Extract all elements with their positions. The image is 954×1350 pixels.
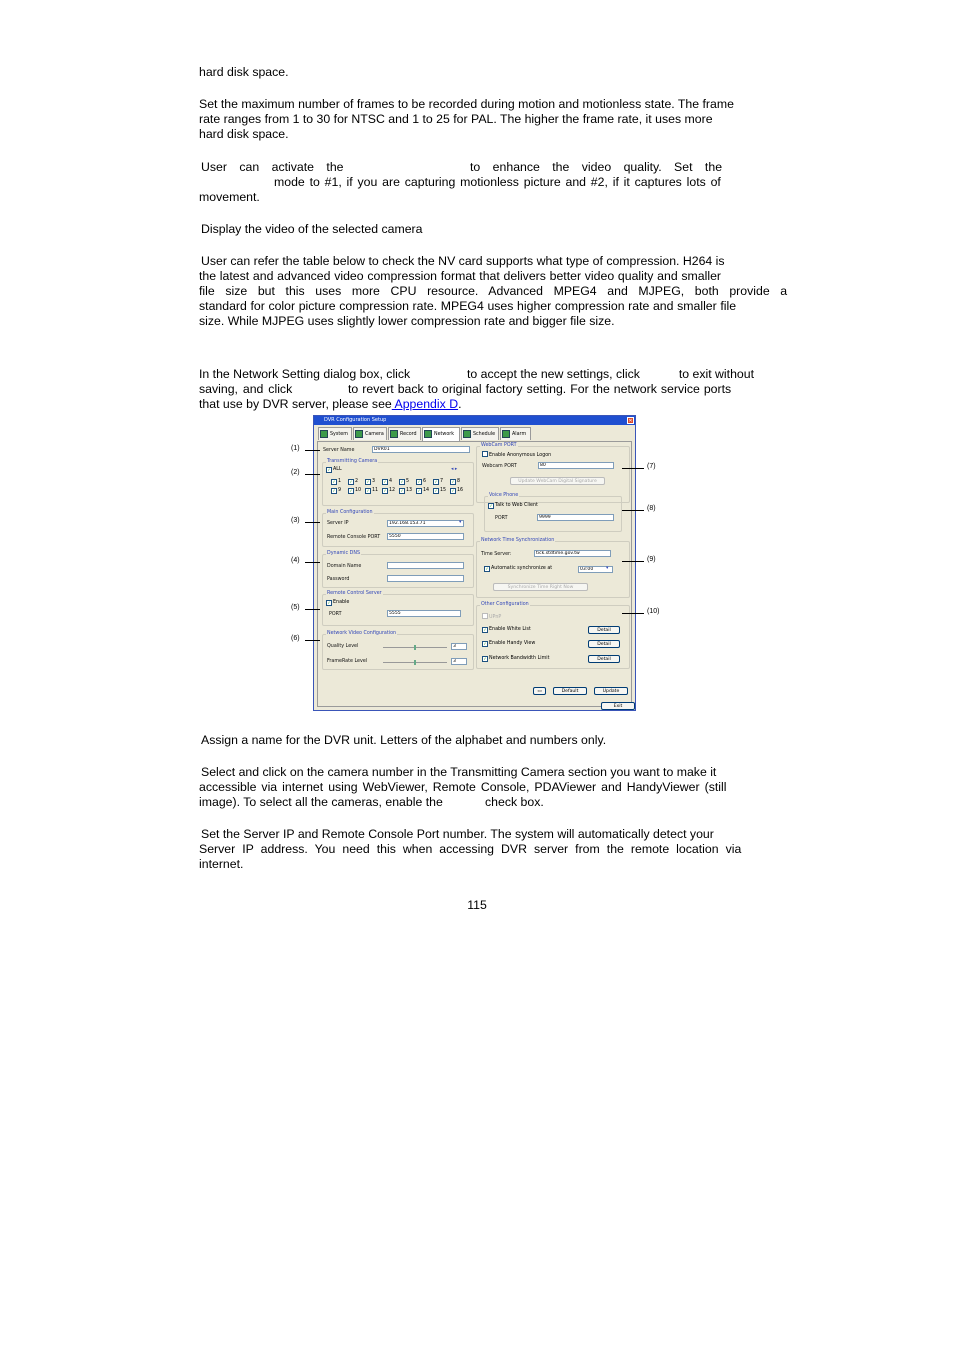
domain-name-input[interactable] xyxy=(387,562,464,569)
annotation-line xyxy=(305,640,320,641)
enable-remote-checkbox[interactable] xyxy=(326,600,349,606)
checkbox-label: 7 xyxy=(440,479,444,484)
text-line: User can refer the table below to check the NV card supports what type of compression. H264 is xyxy=(201,254,725,268)
camera-checkbox-13[interactable] xyxy=(399,488,412,494)
check-icon: ✓ xyxy=(417,479,421,484)
checkbox-label: 8 xyxy=(457,479,461,484)
camera-checkbox-11[interactable] xyxy=(365,488,378,494)
tab-alarm[interactable] xyxy=(500,427,531,440)
group-title: Voice Phone xyxy=(489,493,519,498)
schedule-icon xyxy=(463,430,471,438)
talk-to-web-checkbox[interactable] xyxy=(488,503,538,509)
text-line xyxy=(199,382,754,397)
annotation-label: (8) xyxy=(647,505,656,512)
appendix-d-link[interactable]: Appendix D xyxy=(391,397,459,411)
checkbox-label: 10 xyxy=(355,488,362,493)
checkbox-label: Enable Handy View xyxy=(489,641,536,646)
check-icon: ✓ xyxy=(485,566,489,571)
framerate-level-label: FrameRate Level xyxy=(327,659,368,664)
check-icon: ✓ xyxy=(349,479,353,484)
main-config-group xyxy=(322,510,474,547)
text-segment: that use by DVR server, please see xyxy=(199,397,392,411)
camera-checkbox-5[interactable] xyxy=(399,479,409,485)
text-line: Server IP address. You need this when accessing DVR server from the remote location via xyxy=(199,842,742,856)
text-line: standard for color picture compression rate. MPEG4 uses higher compression rate and smaller file xyxy=(199,299,737,313)
paragraph-server-ip xyxy=(199,827,754,872)
quality-value: 3 xyxy=(451,643,467,650)
checkbox-box xyxy=(482,451,488,457)
tab-bar xyxy=(317,427,632,441)
text-line: the latest and advanced video compression format that delivers better video quality and smaller xyxy=(199,269,722,283)
page-number: 115 xyxy=(467,898,487,912)
annotation-line xyxy=(622,510,644,511)
check-icon: ✓ xyxy=(483,656,487,661)
camera-row xyxy=(331,488,469,495)
bandwidth-detail-button[interactable]: Detail xyxy=(588,655,620,663)
exit-button[interactable]: Exit xyxy=(601,702,635,710)
network-panel xyxy=(317,441,632,707)
text-segment: to accept the new settings, click xyxy=(467,367,640,381)
annotation-label: (10) xyxy=(647,608,660,615)
camera-checkbox-2[interactable] xyxy=(348,479,358,485)
group-title: Transmitting Camera xyxy=(327,459,378,464)
server-name-input[interactable]: DVR01 xyxy=(372,446,470,453)
camera-row xyxy=(331,479,469,486)
paragraph-compression xyxy=(199,254,788,329)
port-input[interactable]: 5555 xyxy=(387,610,461,617)
other-config-group xyxy=(476,602,630,669)
domain-name-label: Domain Name xyxy=(327,564,362,569)
voice-port-label: PORT xyxy=(495,516,508,521)
annotation-line xyxy=(622,613,644,614)
remote-control-group xyxy=(322,591,474,626)
text-line xyxy=(199,397,754,412)
annotation-label: (6) xyxy=(291,635,300,642)
text-line: hard disk space. xyxy=(199,127,289,141)
checkbox-label: 14 xyxy=(423,488,430,493)
tab-label: System xyxy=(330,432,348,437)
text-line: Set the Server IP and Remote Console Port number. The system will automatically detect your xyxy=(201,827,714,841)
check-icon: ✓ xyxy=(327,467,331,472)
camera-checkbox-16[interactable] xyxy=(450,488,463,494)
auto-sync-checkbox[interactable] xyxy=(484,566,552,572)
camera-checkbox-7[interactable] xyxy=(433,479,443,485)
annotation-label: (3) xyxy=(291,517,300,524)
check-icon: ✓ xyxy=(451,479,455,484)
text-line: size. While MJPEG uses slightly lower compression rate and bigger file size. xyxy=(199,314,615,328)
tab-label: Alarm xyxy=(512,432,527,437)
check-icon: ✓ xyxy=(332,479,336,484)
text-segment: to revert back to original factory setting. For the network service ports xyxy=(348,382,732,396)
webcam-port-input[interactable]: 80 xyxy=(538,462,614,469)
group-title: Other Configuration xyxy=(481,602,529,607)
camera-icon xyxy=(355,430,363,438)
chevron-down-icon[interactable]: ▾ xyxy=(459,520,462,525)
tab-camera[interactable] xyxy=(353,427,387,440)
annotation-line xyxy=(305,562,320,563)
checkbox-label: 2 xyxy=(355,479,359,484)
annotation-label: (1) xyxy=(291,445,300,452)
checkbox-label: ALL xyxy=(333,467,342,472)
annotation-line xyxy=(305,522,320,523)
annotation-label: (5) xyxy=(291,604,300,611)
text-display-video: Display the video of the selected camera xyxy=(201,222,423,236)
time-server-label: Time Server: xyxy=(481,552,512,557)
annotation-label: (2) xyxy=(291,469,300,476)
update-signature-button[interactable]: Update WebCam Digital Signature xyxy=(510,477,605,485)
checkbox-label: UPnP xyxy=(489,615,502,620)
camera-checkbox-8[interactable] xyxy=(450,479,460,485)
server-ip-label: Server IP xyxy=(327,521,349,526)
text-line: mode to #1, if you are capturing motionless picture and #2, if it captures lots of xyxy=(274,175,721,189)
remote-console-port-input[interactable]: 5550 xyxy=(387,533,464,540)
voice-port-input[interactable]: 9999 xyxy=(537,514,614,521)
camera-checkbox-6[interactable] xyxy=(416,479,426,485)
framerate-value: 3 xyxy=(451,658,467,665)
checkbox-label: 13 xyxy=(406,488,413,493)
text-line: rate ranges from 1 to 30 for NTSC and 1 to 25 for PAL. The higher the frame rate, it uses more xyxy=(199,112,713,126)
server-name-label: Server Name xyxy=(323,448,355,453)
check-icon: ✓ xyxy=(483,627,487,632)
arrows-icon[interactable]: ◂ ▸ xyxy=(451,467,458,472)
tab-network[interactable] xyxy=(422,427,460,441)
record-icon xyxy=(390,430,398,438)
alarm-icon xyxy=(502,430,510,438)
text-line: accessible via internet using WebViewer, Remote Console, PDAViewer and HandyViewer (still xyxy=(199,780,727,794)
annotation-line xyxy=(305,450,320,451)
sync-time-select[interactable]: 03:00 xyxy=(578,566,613,573)
camera-checkbox-10[interactable] xyxy=(348,488,361,494)
check-icon: ✓ xyxy=(383,488,387,493)
quality-level-label: Quality Level xyxy=(327,644,359,649)
dynamic-dns-group xyxy=(322,551,474,588)
anonymous-logon-checkbox[interactable] xyxy=(482,451,551,459)
paragraph-transmitting-camera xyxy=(199,765,754,810)
paragraph-frame-rate xyxy=(199,97,754,142)
annotation-line xyxy=(622,561,644,562)
webcam-port-label: Webcam PORT xyxy=(482,464,517,469)
text-assign-name: Assign a name for the DVR unit. Letters of the alphabet and numbers only. xyxy=(201,733,607,747)
checkbox-label: 15 xyxy=(440,488,447,493)
server-ip-select[interactable]: 192.168.153.71 xyxy=(387,520,464,527)
time-server-input[interactable]: tick.stdtime.gov.tw xyxy=(534,550,611,557)
checkbox-label: 1 xyxy=(338,479,342,484)
checkbox-box xyxy=(482,613,488,619)
check-icon: ✓ xyxy=(434,479,438,484)
checkbox-label: 12 xyxy=(389,488,396,493)
close-icon[interactable]: ✕ xyxy=(628,418,633,424)
text-line: Select and click on the camera number in the Transmitting Camera section you want to make it xyxy=(201,765,717,779)
checkbox-label: Talk to Web Client xyxy=(495,503,538,508)
annotation-line xyxy=(305,609,320,610)
group-title: Remote Control Server xyxy=(327,591,382,596)
tab-schedule[interactable] xyxy=(461,427,499,440)
text-segment: User can activate the xyxy=(201,160,344,174)
annotation-label: (4) xyxy=(291,557,300,564)
time-sync-group xyxy=(476,538,630,598)
slider-thumb[interactable] xyxy=(414,660,416,665)
paragraph-network-setting xyxy=(199,367,754,412)
camera-checkbox-9[interactable] xyxy=(331,488,341,494)
check-icon: ✓ xyxy=(366,479,370,484)
handy-view-checkbox[interactable] xyxy=(482,641,535,647)
camera-checkbox-12[interactable] xyxy=(382,488,395,494)
text-line xyxy=(199,367,754,382)
dialog-title-bar: DVR Configuration Setup xyxy=(314,416,635,425)
check-icon: ✓ xyxy=(489,503,493,508)
handy-view-detail-button[interactable]: Detail xyxy=(588,640,620,648)
check-icon: ✓ xyxy=(332,488,336,493)
checkbox-label: Enable xyxy=(333,600,350,605)
checkbox-label: 9 xyxy=(338,488,342,493)
check-icon: ✓ xyxy=(434,488,438,493)
checkbox-label: Network Bandwidth Limit xyxy=(489,656,550,661)
group-title: Network Time Synchronization xyxy=(481,538,555,543)
update-button[interactable]: Update xyxy=(594,687,628,695)
camera-checkbox-4[interactable] xyxy=(382,479,392,485)
text-line xyxy=(199,795,754,810)
sync-now-button[interactable]: Synchronize Time Right Now xyxy=(493,583,588,591)
slider-thumb[interactable] xyxy=(414,645,416,650)
checkbox-label: Enable Anonymous Logon xyxy=(489,453,552,458)
text-segment: to enhance the video quality. Set the xyxy=(470,160,723,174)
tab-record[interactable] xyxy=(388,427,421,440)
text-line: Set the maximum number of frames to be recorded during motion and motionless state. The frame xyxy=(199,97,734,111)
group-title: Main Configuration xyxy=(327,510,373,515)
network-video-group xyxy=(322,631,474,670)
checkbox-label: 5 xyxy=(406,479,410,484)
paragraph-enhance-quality xyxy=(199,160,754,205)
annotation-label: (7) xyxy=(647,463,656,470)
camera-checkbox-14[interactable] xyxy=(416,488,429,494)
quality-slider[interactable] xyxy=(383,647,447,648)
checkbox-label: 3 xyxy=(372,479,376,484)
voice-phone-group xyxy=(484,493,622,532)
white-list-detail-button[interactable]: Detail xyxy=(588,626,620,634)
camera-checkbox-1[interactable] xyxy=(331,479,341,485)
group-title: Dynamic DNS xyxy=(327,551,361,556)
print-icon[interactable]: ▭ xyxy=(533,687,546,695)
dvr-config-dialog xyxy=(313,415,636,711)
check-icon: ✓ xyxy=(327,600,331,605)
upnp-checkbox[interactable] xyxy=(482,613,501,621)
checkbox-label: 4 xyxy=(389,479,393,484)
text-segment: image). To select all the cameras, enable the xyxy=(199,795,443,809)
check-icon: ✓ xyxy=(366,488,370,493)
checkbox-label: Enable White List xyxy=(489,627,531,632)
camera-checkbox-15[interactable] xyxy=(433,488,446,494)
checkbox-label: 16 xyxy=(457,488,464,493)
tab-system[interactable] xyxy=(318,427,352,440)
remote-console-port-label: Remote Console PORT xyxy=(327,535,381,540)
password-input[interactable] xyxy=(387,575,464,582)
checkbox-label: 11 xyxy=(372,488,379,493)
tab-label: Camera xyxy=(365,432,384,437)
check-icon: ✓ xyxy=(451,488,455,493)
white-list-checkbox[interactable] xyxy=(482,627,531,633)
text-segment: saving, and click xyxy=(199,382,293,396)
check-icon: ✓ xyxy=(349,488,353,493)
text-segment: In the Network Setting dialog box, click xyxy=(199,367,411,381)
tab-label: Schedule xyxy=(473,432,496,437)
text-line xyxy=(199,160,754,175)
check-icon: ✓ xyxy=(400,488,404,493)
text-segment: check box. xyxy=(485,795,544,809)
checkbox-label: 6 xyxy=(423,479,427,484)
check-icon: ✓ xyxy=(417,488,421,493)
bandwidth-limit-checkbox[interactable] xyxy=(482,656,550,662)
tab-label: Record xyxy=(400,432,417,437)
text-line: movement. xyxy=(199,190,260,204)
group-title: Network Video Configuration xyxy=(327,631,397,636)
checkbox-label: Automatic synchronize at xyxy=(491,566,553,571)
annotation-line xyxy=(622,468,644,469)
text-line: file size but this uses more CPU resource. Advanced MPEG4 and MJPEG, both provide a xyxy=(199,284,788,298)
network-icon xyxy=(424,430,432,438)
chevron-down-icon[interactable]: ▾ xyxy=(606,566,609,571)
text-segment: . xyxy=(458,397,462,411)
system-icon xyxy=(320,430,328,438)
text-segment: to exit without xyxy=(678,367,754,381)
all-cameras-checkbox[interactable] xyxy=(326,467,342,473)
annotation-line xyxy=(305,474,320,475)
annotation-label: (9) xyxy=(647,556,656,563)
check-icon: ✓ xyxy=(400,479,404,484)
default-button[interactable]: Default xyxy=(553,687,587,695)
camera-checkbox-3[interactable] xyxy=(365,479,375,485)
password-label: Password xyxy=(327,577,350,582)
check-icon: ✓ xyxy=(383,479,387,484)
framerate-slider[interactable] xyxy=(383,662,447,663)
check-icon: ✓ xyxy=(483,641,487,646)
port-label: PORT xyxy=(329,612,342,617)
tab-label: Network xyxy=(434,432,455,437)
group-title: WebCam PORT xyxy=(481,443,517,448)
text-line: internet. xyxy=(199,857,244,871)
transmitting-camera-group xyxy=(322,459,474,506)
text-hard-disk: hard disk space. xyxy=(199,65,289,79)
